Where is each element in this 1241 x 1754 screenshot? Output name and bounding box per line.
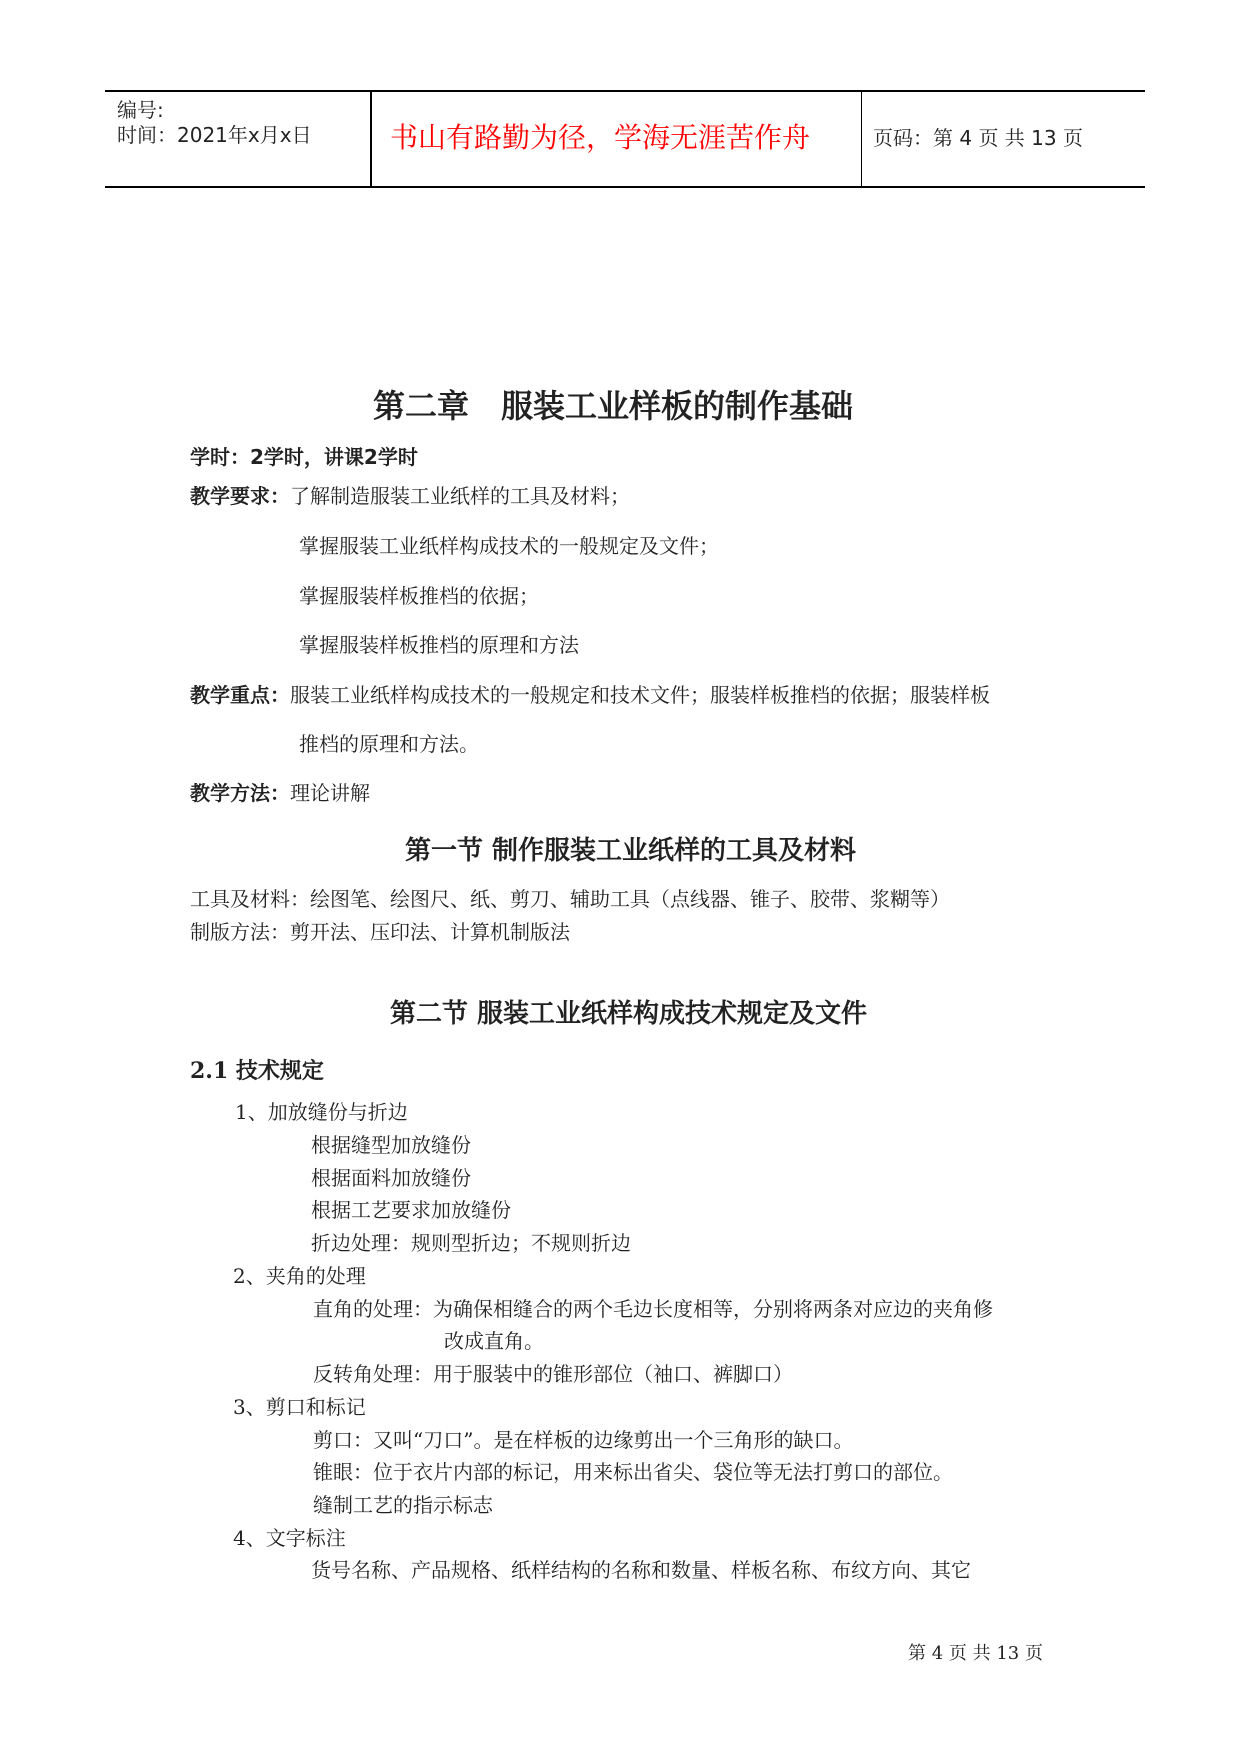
list-item: 直角的处理：为确保相缝合的两个毛边长度相等，分别将两条对应边的夹角修 (313, 1297, 993, 1321)
key-points-text: 服装工业纸样构成技术的一般规定和技术文件；服装样板推档的依据；服装样板 (290, 683, 990, 707)
list-item: 反转角处理：用于服装中的锥形部位（袖口、裤脚口） (313, 1362, 793, 1386)
list-item: 剪口：又叫“刀口”。是在样板的边缘剪出一个三角形的缺口。 (313, 1428, 854, 1452)
methods-text: 制版方法：剪开法、压印法、计算机制版法 (190, 920, 570, 944)
page-footer: 第 4 页 共 13 页 (908, 1643, 1043, 1664)
list-item: 货号名称、产品规格、纸样结构的名称和数量、样板名称、布纹方向、其它 (311, 1558, 971, 1582)
page-header (105, 90, 1145, 188)
requirement-item: 掌握服装样板推档的原理和方法 (299, 633, 579, 657)
header-divider (861, 92, 862, 186)
document-number-label: 编号: (117, 98, 164, 122)
list-item: 缝制工艺的指示标志 (313, 1493, 493, 1517)
list-item: 根据面料加放缝份 (311, 1166, 471, 1190)
subsection-title: 2.1 技术规定 (190, 1058, 324, 1084)
list-item: 1、加放缝份与折边 (235, 1100, 408, 1124)
tools-text: 工具及材料：绘图笔、绘图尺、纸、剪刀、辅助工具（点线器、锥子、胶带、浆糊等） (190, 887, 950, 911)
header-divider (370, 92, 372, 186)
list-item: 折边处理：规则型折边；不规则折边 (311, 1231, 631, 1255)
method-label: 教学方法： (190, 781, 290, 805)
class-hours: 学时：2学时，讲课2学时 (190, 445, 418, 469)
document-date: 时间：2021年x月x日 (117, 123, 312, 147)
list-item: 2、夹角的处理 (233, 1264, 366, 1288)
list-item: 改成直角。 (444, 1329, 544, 1353)
list-item: 根据工艺要求加放缝份 (311, 1198, 511, 1222)
requirements-label: 教学要求： (190, 484, 290, 508)
method-text: 理论讲解 (290, 781, 370, 805)
key-points-label: 教学重点： (190, 683, 290, 707)
list-item: 4、文字标注 (233, 1526, 346, 1550)
list-item: 3、剪口和标记 (233, 1395, 366, 1419)
key-points-text: 推档的原理和方法。 (299, 732, 479, 756)
section-1-title: 第一节 制作服装工业纸样的工具及材料 (405, 836, 857, 866)
header-page-number: 页码：第 4 页 共 13 页 (873, 126, 1083, 150)
chapter-title: 第二章 服装工业样板的制作基础 (373, 387, 854, 425)
section-2-title: 第二节 服装工业纸样构成技术规定及文件 (390, 999, 868, 1029)
requirement-item: 掌握服装样板推档的依据； (299, 584, 539, 608)
requirement-item: 了解制造服装工业纸样的工具及材料； (290, 484, 630, 508)
requirement-item: 掌握服装工业纸样构成技术的一般规定及文件； (299, 534, 719, 558)
list-item: 锥眼：位于衣片内部的标记，用来标出省尖、袋位等无法打剪口的部位。 (313, 1460, 953, 1484)
list-item: 根据缝型加放缝份 (311, 1133, 471, 1157)
header-motto: 书山有路勤为径，学海无涯苦作舟 (390, 121, 811, 154)
